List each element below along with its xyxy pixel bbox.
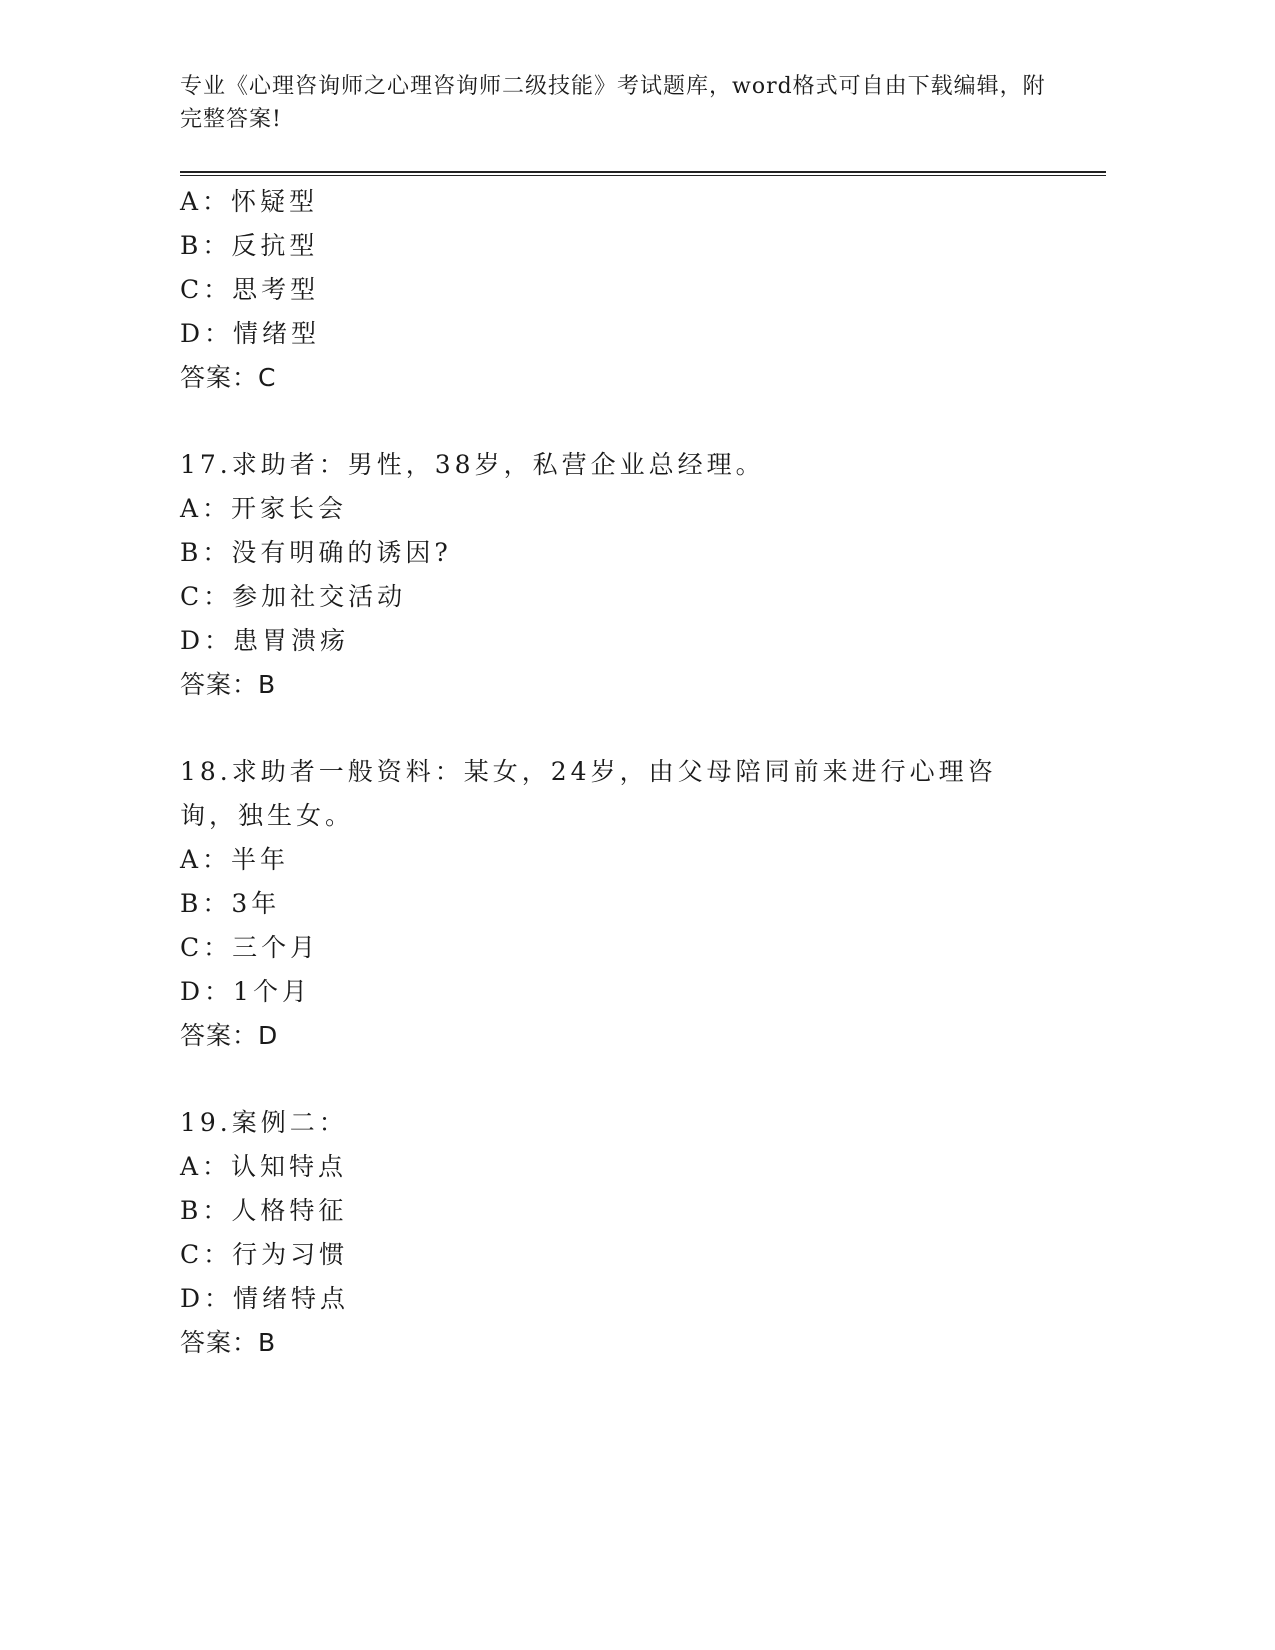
option-c: C：参加社交活动 [180,582,407,611]
option-c: C：行为习惯 [180,1240,349,1269]
question-18 [180,750,1080,1058]
option-a: A：怀疑型 [180,187,319,216]
option-d: D：患胃溃疡 [180,626,350,655]
spacer [180,707,1080,750]
question-stem: 18.求助者一般资料：某女，24岁，由父母陪同前来进行心理咨询，独生女。 [180,757,997,830]
question-17 [180,443,1080,707]
option-d: D：1个月 [180,977,311,1006]
answer-line: 答案：B [180,670,277,699]
option-c: C：三个月 [180,933,320,962]
question-stem: 19.案例二： [180,1108,348,1137]
answer-line: 答案：D [180,1021,279,1050]
option-b: B：反抗型 [180,231,319,260]
spacer [180,400,1080,443]
option-b: B：没有明确的诱因? [180,538,452,567]
answer-line: 答案：C [180,363,277,392]
question-stem: 17.求助者：男性，38岁，私营企业总经理。 [180,450,765,479]
option-c: C：思考型 [180,275,320,304]
question-list [180,180,1080,1365]
option-a: A：半年 [180,845,290,874]
spacer [180,1058,1080,1101]
question-block-prev [180,180,1080,400]
option-d: D：情绪型 [180,319,321,348]
header-divider [180,171,1106,176]
answer-line: 答案：B [180,1328,277,1357]
document-header: 专业《心理咨询师之心理咨询师二级技能》考试题库，word格式可自由下载编辑，附完整答案! [180,74,1046,132]
question-19 [180,1101,1080,1365]
option-b: B：3年 [180,889,281,918]
option-d: D：情绪特点 [180,1284,350,1313]
option-a: A：认知特点 [180,1152,348,1181]
option-b: B：人格特征 [180,1196,348,1225]
option-a: A：开家长会 [180,494,348,523]
